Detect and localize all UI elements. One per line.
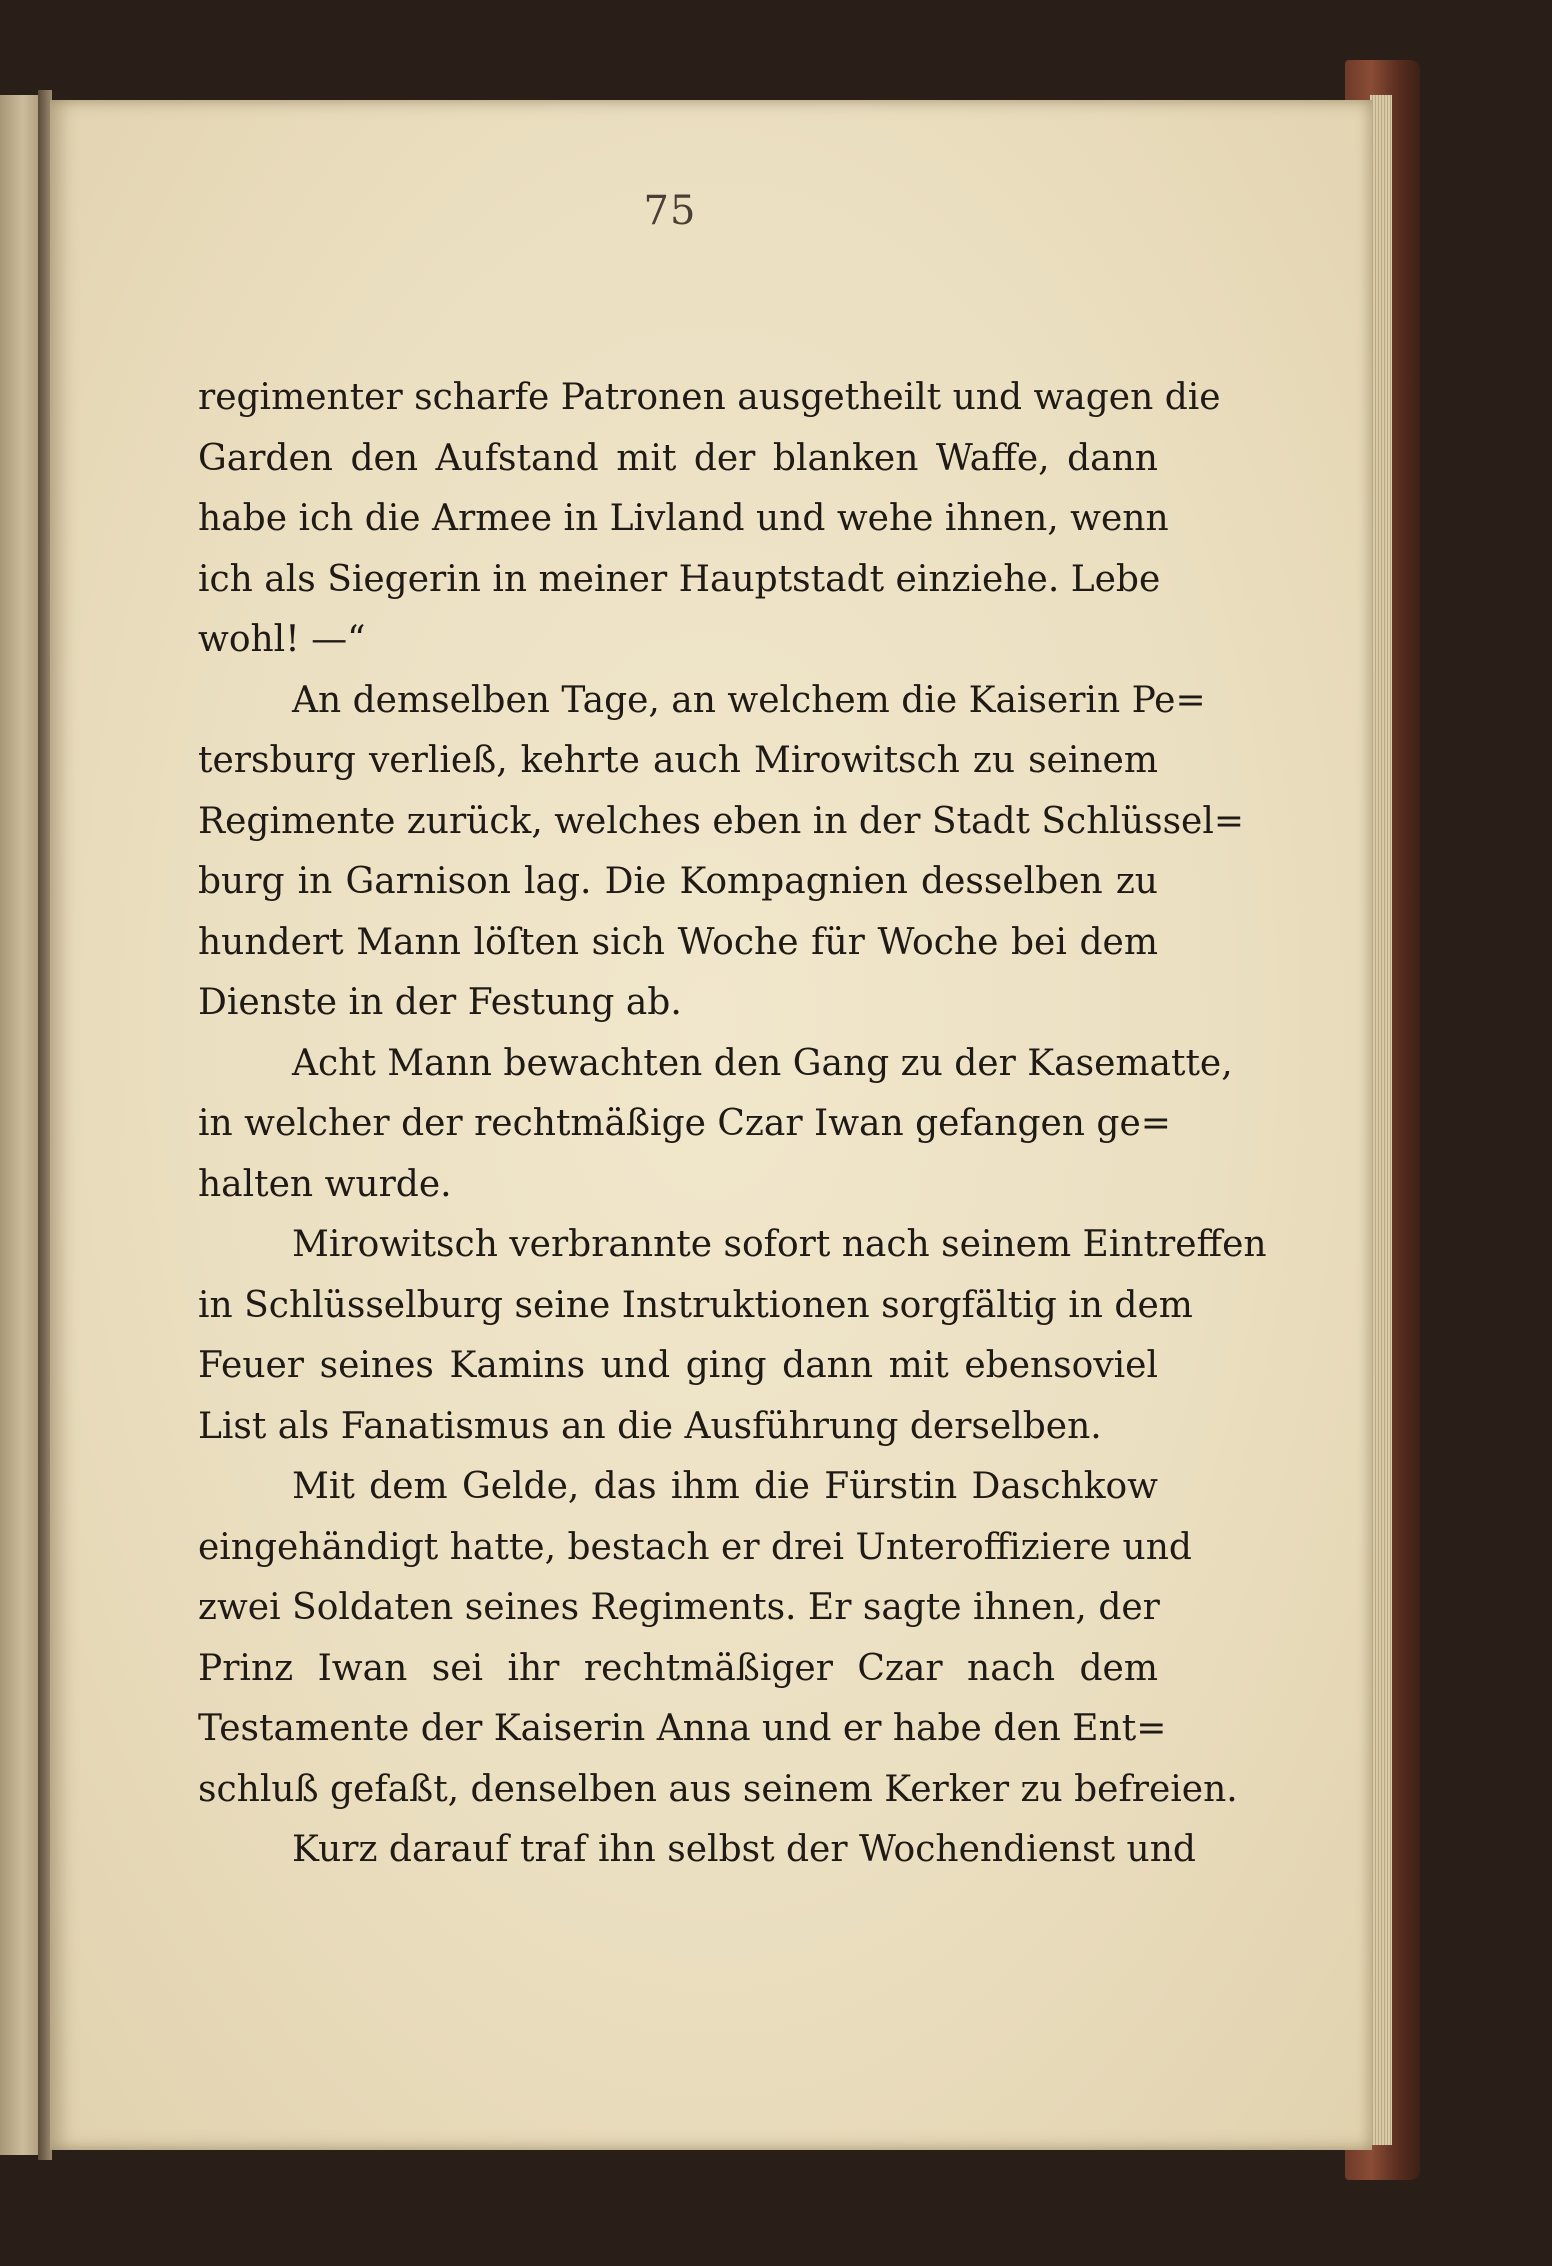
text-line: Testamente der Kaiserin Anna und er habe den Ent= [198, 1708, 1167, 1749]
text-line: Garden den Aufstand mit der blanken Waffe, dann [198, 437, 1158, 479]
text-line: tersburg verließ, kehrte auch Mirowitsch zu seinem [198, 740, 1158, 781]
body-text [198, 368, 1267, 1881]
text-line: Dienste in der Festung ab. [198, 982, 682, 1023]
text-line: An demselben Tage, an welchem die Kaiserin Pe= [292, 679, 1206, 721]
text-line: ich als Siegerin in meiner Hauptstadt einziehe. Lebe [198, 558, 1161, 600]
text-line: eingehändigt hatte, bestach er drei Unteroffiziere und [198, 1526, 1192, 1568]
text-line: Kurz darauf traf ihn selbst der Wochendienst und [292, 1829, 1196, 1870]
text-line: Feuer seines Kamins und ging dann mit ebensoviel [198, 1345, 1158, 1386]
text-line: in welcher der rechtmäßige Czar Iwan gefangen ge= [198, 1103, 1171, 1144]
text-line: List als Fanatismus an die Ausführung derselben. [198, 1405, 1102, 1447]
page-stack-edge [1370, 95, 1392, 2145]
text-line: burg in Garnison lag. Die Kompagnien desselben zu [198, 861, 1158, 902]
text-line: hundert Mann löſten sich Woche für Woche bei dem [198, 921, 1158, 963]
text-line: zwei Soldaten seines Regiments. Er sagte ihnen, der [198, 1587, 1160, 1628]
page-number: 75 [643, 188, 697, 234]
text-line: regimenter scharfe Patronen ausgetheilt und wagen die [198, 377, 1221, 418]
text-line: Regimente zurück, welches eben in der Stadt Schlüssel= [198, 800, 1245, 842]
text-line: Mit dem Gelde, das ihm die Fürstin Daschkow [292, 1466, 1158, 1507]
text-line: Prinz Iwan sei ihr rechtmäßiger Czar nach dem [198, 1647, 1158, 1689]
facing-page-edge [0, 95, 38, 2155]
text-line: schluß gefaßt, denselben aus seinem Kerker zu befreien. [198, 1768, 1238, 1810]
text-line: wohl! —“ [198, 619, 366, 660]
text-line: in Schlüsselburg seine Instruktionen sorgfältig in dem [198, 1284, 1193, 1326]
text-line: Acht Mann bewachten den Gang zu der Kasematte, [292, 1042, 1233, 1084]
text-line: Mirowitsch verbrannte sofort nach seinem Eintreffen [292, 1224, 1267, 1265]
text-line: habe ich die Armee in Livland und wehe ihnen, wenn [198, 498, 1169, 539]
text-line: halten wurde. [198, 1163, 452, 1205]
